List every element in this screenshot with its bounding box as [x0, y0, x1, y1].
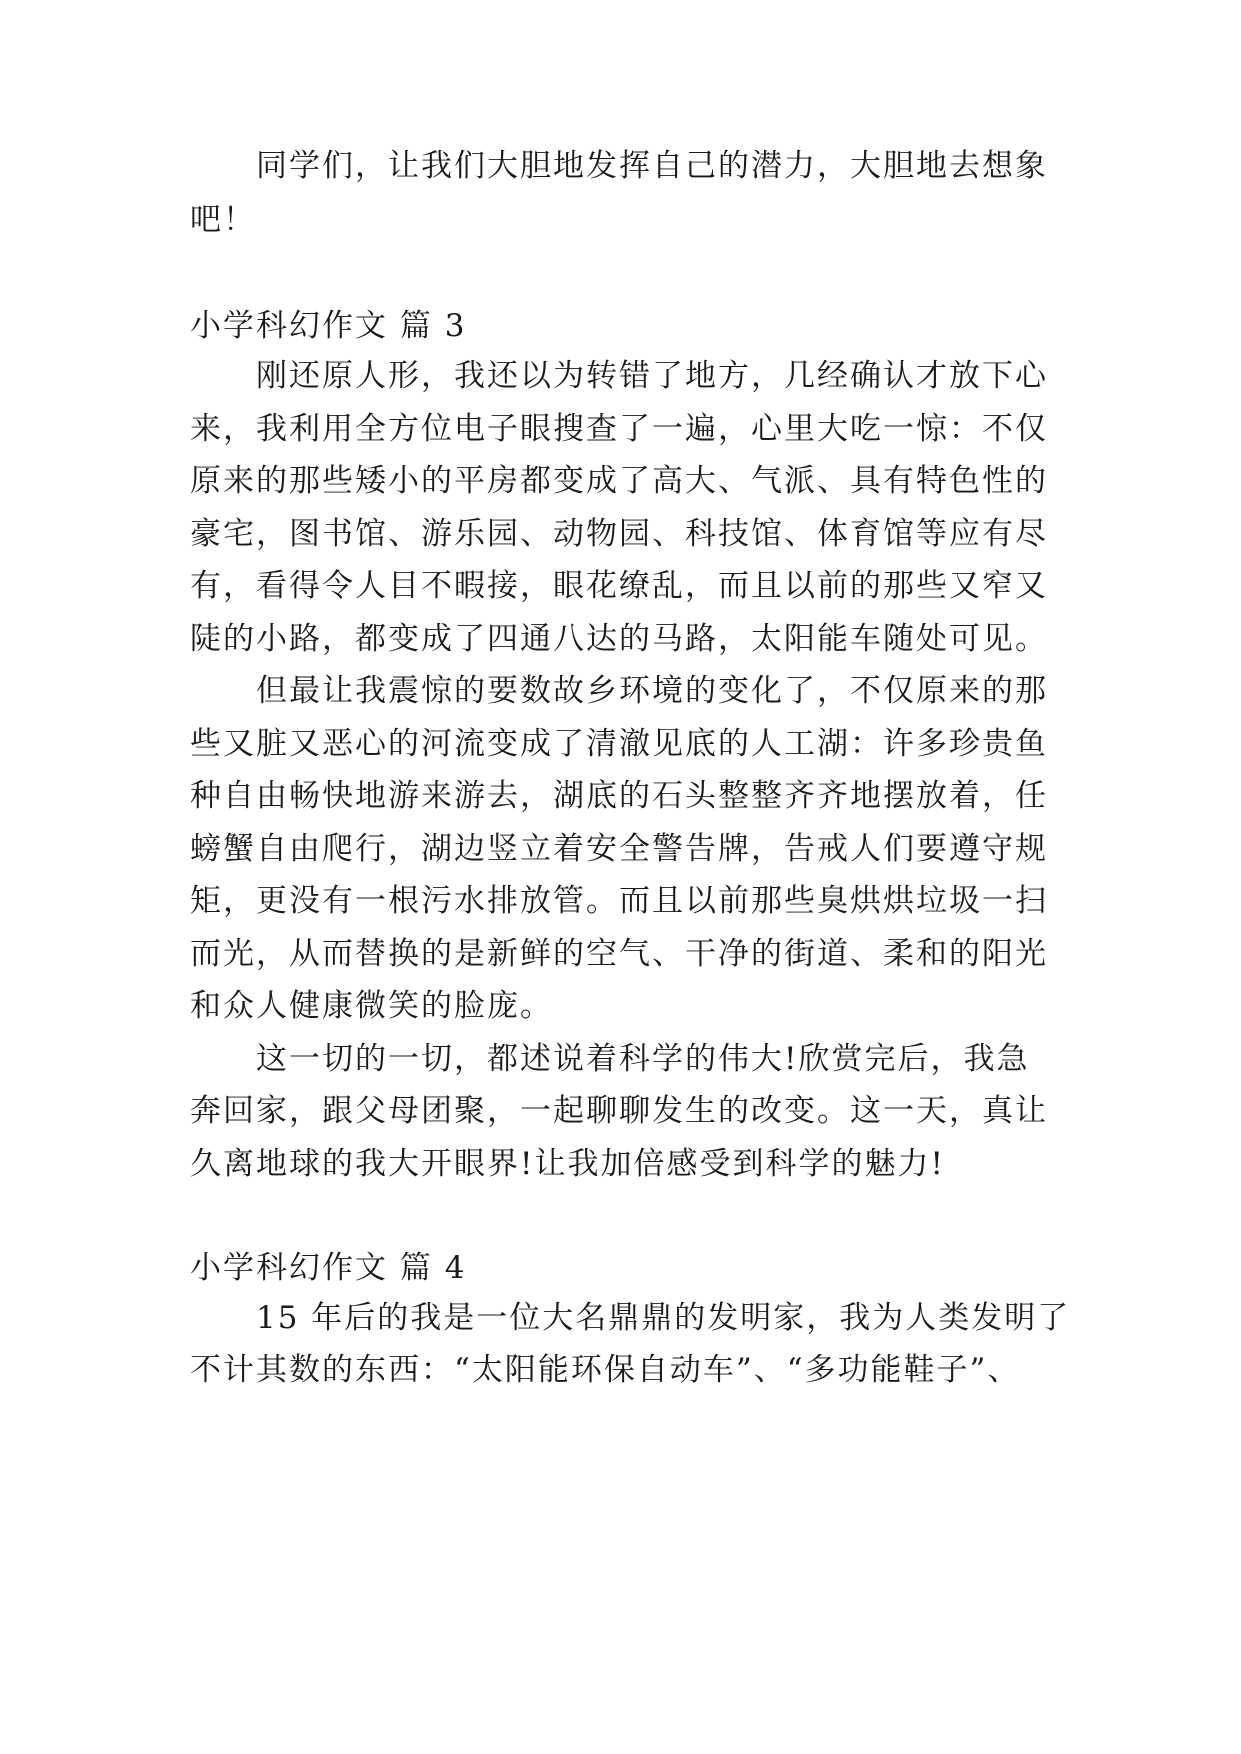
- s3-p2-line-6: 而光，从而替换的是新鲜的空气、干净的街道、柔和的阳光: [190, 936, 1048, 972]
- s4-p1-line-1: 15 年后的我是一位大名鼎鼎的发明家，我为人类发明了: [256, 1300, 1071, 1336]
- s3-p1-line-4: 豪宅，图书馆、游乐园、动物园、科技馆、体育馆等应有尽: [190, 516, 1048, 552]
- intro-line-1: 同学们，让我们大胆地发挥自己的潜力，大胆地去想象: [256, 148, 1048, 184]
- intro-line-2: 吧！: [190, 202, 256, 238]
- s3-p2-line-5: 矩，更没有一根污水排放管。而且以前那些臭烘烘垃圾一扫: [190, 883, 1048, 919]
- s3-p2-line-1: 但最让我震惊的要数故乡环境的变化了，不仅原来的那: [256, 673, 1048, 709]
- section-3-heading: 小学科幻作文 篇 3: [190, 308, 467, 344]
- s3-p1-line-3: 原来的那些矮小的平房都变成了高大、气派、具有特色性的: [190, 463, 1048, 499]
- s3-p1-line-1: 刚还原人形，我还以为转错了地方，几经确认才放下心: [256, 358, 1048, 394]
- section-4-heading: 小学科幻作文 篇 4: [190, 1250, 467, 1286]
- s3-p2-line-4: 螃蟹自由爬行，湖边竖立着安全警告牌，告戒人们要遵守规: [190, 831, 1048, 867]
- s3-p2-line-3: 种自由畅快地游来游去，湖底的石头整整齐齐地摆放着，任: [190, 778, 1048, 814]
- s3-p3-line-1: 这一切的一切，都述说着科学的伟大!欣赏完后，我急: [256, 1041, 1030, 1077]
- s3-p1-line-6: 陡的小路，都变成了四通八达的马路，太阳能车随处可见。: [190, 621, 1048, 657]
- s3-p2-line-7: 和众人健康微笑的脸庞。: [190, 988, 553, 1024]
- s4-p1-line-2: 不计其数的东西：“太阳能环保自动车”、“多功能鞋子”、: [190, 1352, 1021, 1388]
- s3-p1-line-5: 有，看得令人目不暇接，眼花缭乱，而且以前的那些又窄又: [190, 568, 1048, 604]
- s3-p2-line-2: 些又脏又恶心的河流变成了清澈见底的人工湖：许多珍贵鱼: [190, 726, 1048, 762]
- s3-p3-line-2: 奔回家，跟父母团聚，一起聊聊发生的改变。这一天，真让: [190, 1093, 1048, 1129]
- s3-p1-line-2: 来，我利用全方位电子眼搜查了一遍，心里大吃一惊：不仅: [190, 411, 1048, 447]
- s3-p3-line-3: 久离地球的我大开眼界!让我加倍感受到科学的魅力!: [190, 1146, 945, 1182]
